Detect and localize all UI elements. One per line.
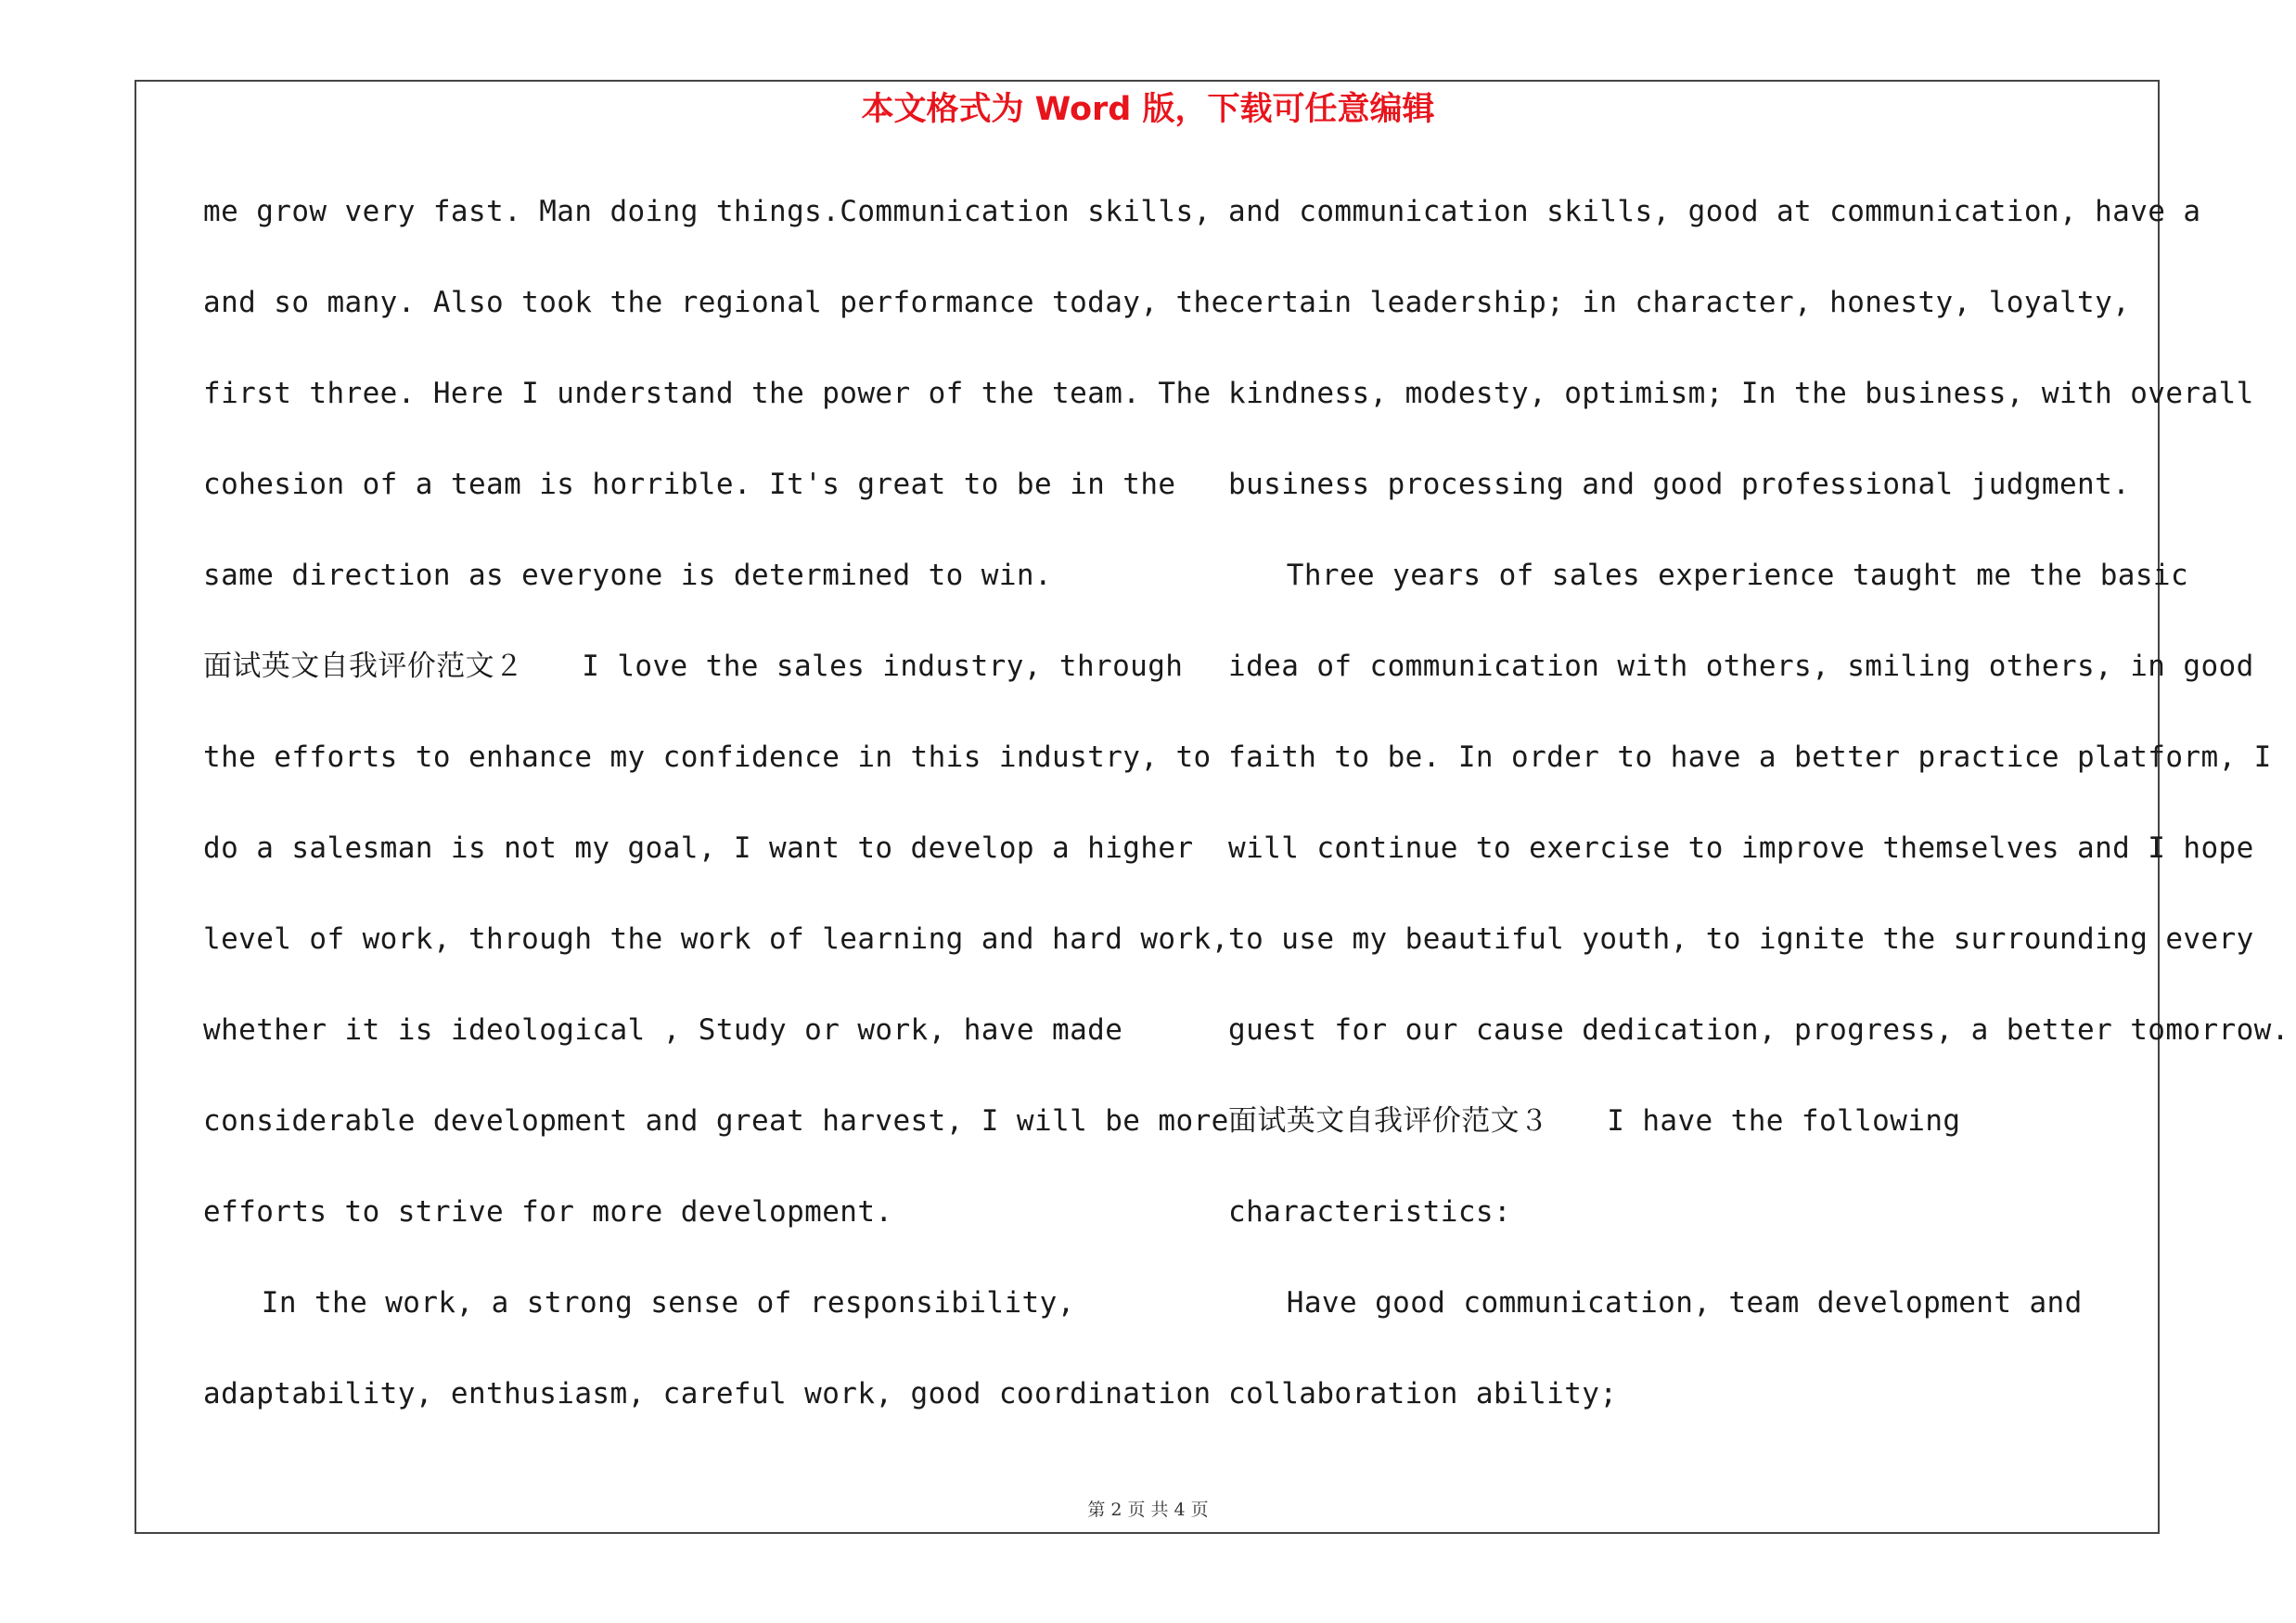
text-line: same direction as everyone is determined to win. bbox=[203, 559, 1053, 592]
text-line: faith to be. In order to have a better practice platform, I bbox=[1228, 741, 2272, 774]
text-line: collaboration ability; bbox=[1228, 1377, 1618, 1410]
right-text-column bbox=[1228, 184, 2290, 1457]
left-text-column bbox=[203, 184, 1242, 1457]
text-line: characteristics: bbox=[1228, 1195, 1512, 1229]
text-line: first three. Here I understand the power of the team. The bbox=[203, 377, 1212, 410]
text-line: will continue to exercise to improve themselves and I hope bbox=[1228, 831, 2254, 865]
document-header-banner: 本文格式为 Word 版，下载可任意编辑 bbox=[861, 91, 1435, 128]
text-line: idea of communication with others, smiling others, in good bbox=[1228, 650, 2254, 683]
text-line: Have good communication, team development and bbox=[1228, 1286, 2083, 1320]
text-line: guest for our cause dedication, progress, a better tomorrow. bbox=[1228, 1013, 2290, 1047]
text-line: kindness, modesty, optimism; In the business, with overall bbox=[1228, 377, 2254, 410]
text-line: In the work, a strong sense of responsibility, bbox=[203, 1286, 1075, 1320]
text-line: cohesion of a team is horrible. It's great to be in the bbox=[203, 468, 1176, 501]
text-line: whether it is ideological , Study or work, have made bbox=[203, 1013, 1123, 1047]
text-line: and communication skills, good at communication, have a bbox=[1228, 195, 2201, 228]
page-number: 第 2 页 共 4 页 bbox=[1087, 1500, 1209, 1520]
text-line: adaptability, enthusiasm, careful work, good coordination bbox=[203, 1377, 1212, 1410]
text-line: to use my beautiful youth, to ignite the surrounding every bbox=[1228, 922, 2254, 956]
text-line: do a salesman is not my goal, I want to develop a higher bbox=[203, 831, 1194, 865]
text-line: Three years of sales experience taught me the basic bbox=[1228, 559, 2189, 592]
text-line: me grow very fast. Man doing things.Communication skills, bbox=[203, 195, 1212, 228]
text-line: certain leadership; in character, honesty, loyalty, bbox=[1228, 286, 2131, 319]
text-line: business processing and good professional judgment. bbox=[1228, 468, 2131, 501]
text-line: 面试英文自我评价范文３ I have the following bbox=[1228, 1104, 1961, 1138]
text-line: considerable development and great harvest, I will be more bbox=[203, 1104, 1229, 1138]
text-line: 面试英文自我评价范文２ I love the sales industry, through bbox=[203, 650, 1184, 683]
text-line: and so many. Also took the regional performance today, the bbox=[203, 286, 1229, 319]
text-line: level of work, through the work of learning and hard work, bbox=[203, 922, 1229, 956]
text-line: efforts to strive for more development. bbox=[203, 1195, 893, 1229]
text-line: the efforts to enhance my confidence in this industry, to bbox=[203, 741, 1212, 774]
